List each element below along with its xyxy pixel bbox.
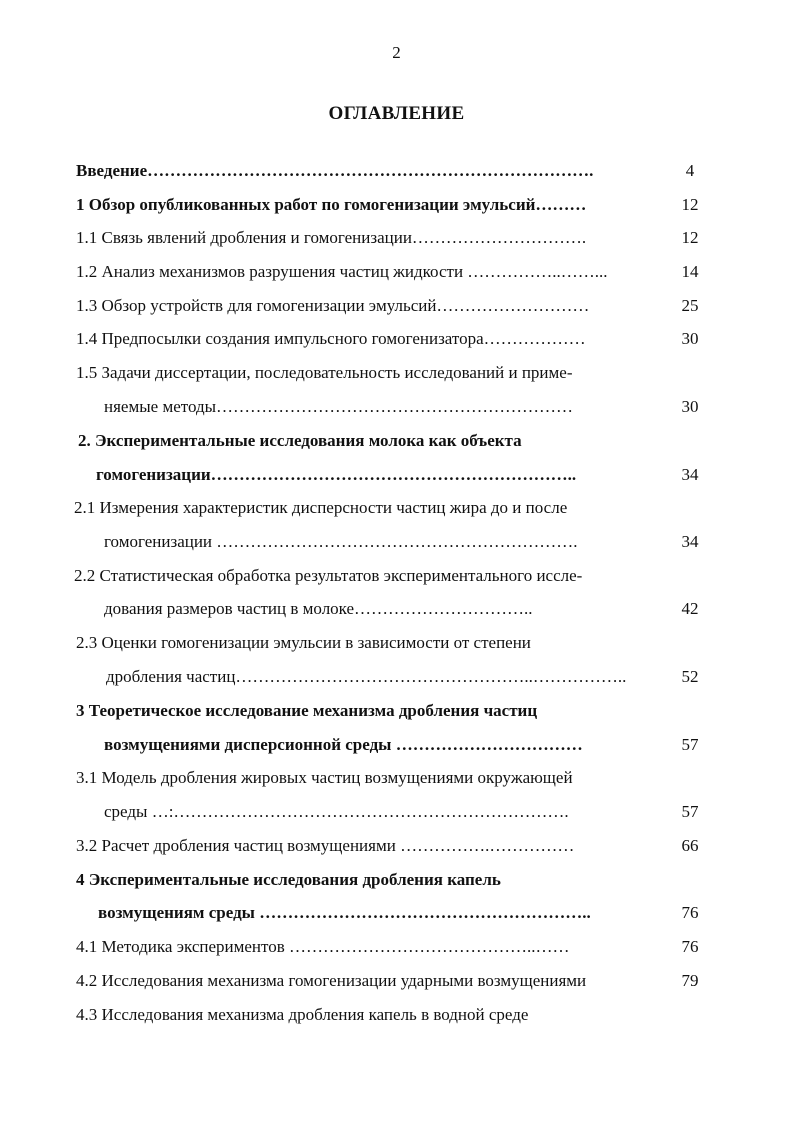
toc-entry-1-5: 1.5 Задачи диссертации, последовательность исследований и приме- <box>76 363 573 382</box>
toc-entry-4-cont: возмущениям среды ………………………………………………….. <box>98 903 591 922</box>
toc-entry-2-cont: гомогенизации……………………………………………………….. <box>96 465 577 484</box>
toc-entry-4-2: 4.2 Исследования механизма гомогенизации ударными возмущениями <box>76 971 587 990</box>
toc-page-intro: 4 <box>685 161 695 180</box>
toc-title: ОГЛАВЛЕНИЕ <box>328 103 465 124</box>
toc-entry-intro: Введение……………………………………………………………………. <box>76 161 594 180</box>
toc-entry-1-4: 1.4 Предпосылки создания импульсного гомогенизатора……………… <box>76 329 586 348</box>
toc-entry-1-1: 1.1 Связь явлений дробления и гомогенизации…………………………. <box>76 228 587 247</box>
toc-page-3-2: 66 <box>681 836 699 855</box>
toc-entry-3-1-cont: среды …:……………………………………………………………. <box>104 802 569 821</box>
toc-page-1-5: 30 <box>681 397 699 416</box>
toc-entry-2-2-cont: дования размеров частиц в молоке………………………….. <box>104 599 533 618</box>
toc-page-2: 34 <box>681 465 699 484</box>
toc-entry-2-1-cont: гомогенизации ………………………………………………………. <box>104 532 578 551</box>
toc-entry-4-3: 4.3 Исследования механизма дробления капель в водной среде <box>76 1005 529 1024</box>
toc-entry-2: 2. Экспериментальные исследования молока как объекта <box>78 431 522 450</box>
toc-entry-4: 4 Экспериментальные исследования дробления капель <box>76 870 501 889</box>
toc-page-1-3: 25 <box>681 296 699 315</box>
toc-page-1-1: 12 <box>681 228 699 247</box>
toc-page-4-1: 76 <box>681 937 699 956</box>
toc-entry-2-2: 2.2 Статистическая обработка результатов экспериментального иссле- <box>74 566 583 585</box>
toc-entry-1-3: 1.3 Обзор устройств для гомогенизации эмульсий……………………… <box>76 296 590 315</box>
toc-page-1-2: 14 <box>681 262 699 281</box>
toc-entry-1-2: 1.2 Анализ механизмов разрушения частиц жидкости ……………..……... <box>76 262 608 281</box>
toc-page-4: 76 <box>681 903 699 922</box>
toc-entry-1-5-cont: няемые методы……………………………………………………… <box>104 397 574 416</box>
toc-page-2-1: 34 <box>681 532 699 551</box>
toc-page-3-1: 57 <box>681 802 699 821</box>
toc-entry-3-1: 3.1 Модель дробления жировых частиц возмущениями окружающей <box>76 768 573 787</box>
toc-entry-3-cont: возмущениями дисперсионной среды …………………………… <box>104 735 583 754</box>
toc-entry-2-3-cont: дробления частиц……………………………………………..…………….. <box>106 667 627 686</box>
toc-entry-4-1: 4.1 Методика экспериментов ……………………………………..…… <box>76 937 570 956</box>
toc-page-2-2: 42 <box>681 599 699 618</box>
toc-page-1: 12 <box>681 195 699 214</box>
toc-page-4-2: 79 <box>681 971 699 990</box>
toc-page-2-3: 52 <box>681 667 699 686</box>
page-number: 2 <box>392 43 401 62</box>
toc-page-3: 57 <box>681 735 699 754</box>
toc-entry-1: 1 Обзор опубликованных работ по гомогенизации эмульсий……… <box>76 195 587 214</box>
toc-entry-3-2: 3.2 Расчет дробления частиц возмущениями …………….…………… <box>76 836 575 855</box>
toc-entry-2-1: 2.1 Измерения характеристик дисперсности частиц жира до и после <box>74 498 568 517</box>
toc-entry-3: 3 Теоретическое исследование механизма дробления частиц <box>76 701 538 720</box>
toc-entry-2-3: 2.3 Оценки гомогенизации эмульсии в зависимости от степени <box>76 633 531 652</box>
toc-page-1-4: 30 <box>681 329 699 348</box>
